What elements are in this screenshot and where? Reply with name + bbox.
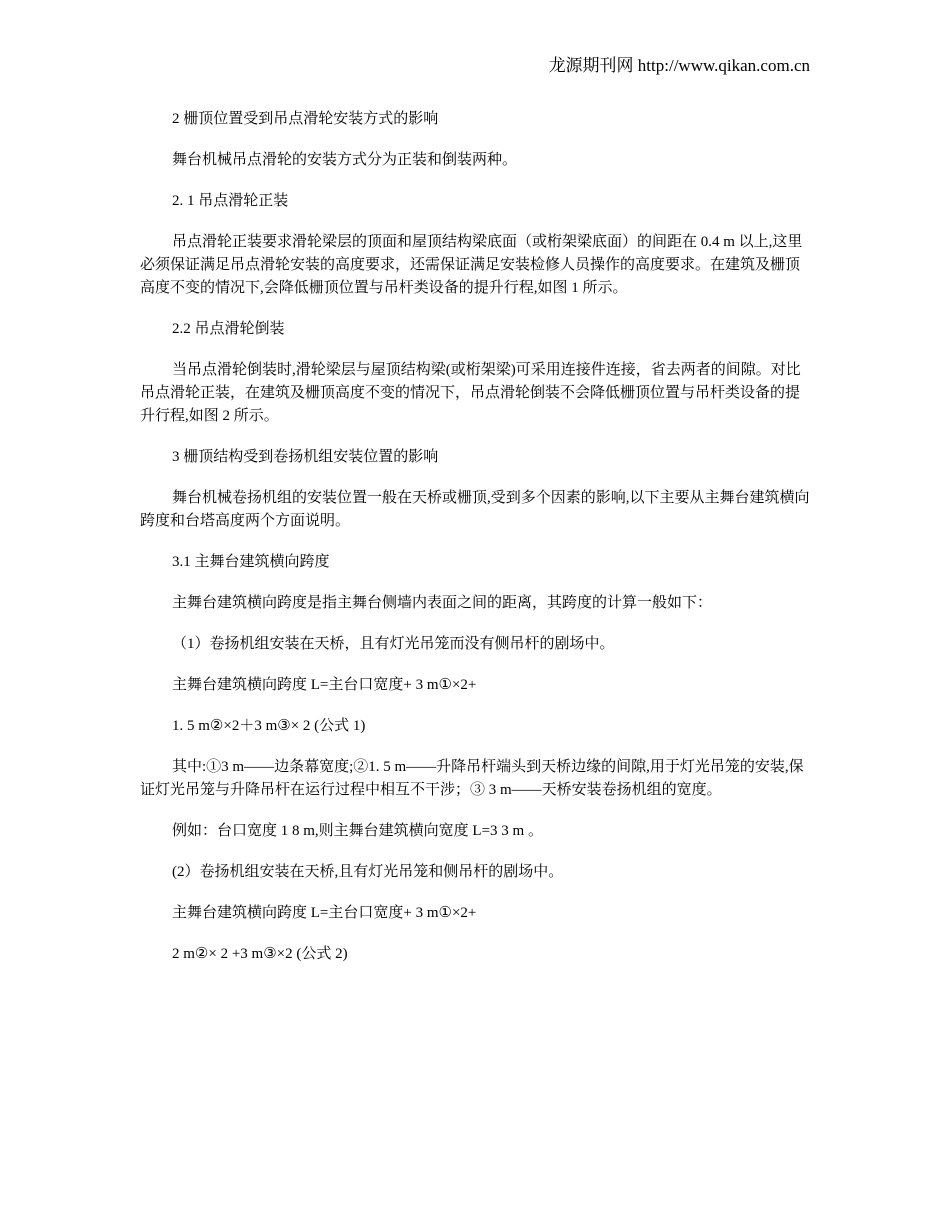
paragraph: 舞台机械吊点滑轮的安装方式分为正装和倒装两种。	[172, 152, 518, 168]
subsection-heading: 2. 1 吊点滑轮正装	[172, 193, 289, 209]
list-item: （1）卷扬机组安装在天桥，且有灯光吊笼而没有侧吊杆的剧场中。	[172, 636, 615, 652]
formula-line: 主舞台建筑横向跨度 L=主台口宽度+ 3 m①×2+	[172, 905, 477, 921]
list-item: (2）卷扬机组安装在天桥,且有灯光吊笼和侧吊杆的剧场中。	[172, 864, 564, 880]
paragraph: 其中:①3 m——边条幕宽度;②1. 5 m——升降吊杆端头到天桥边缘的间隙,用于灯光吊笼的安装,保证灯光吊笼与升降吊杆在运行过程中相互不干涉；③ 3 m——天桥安装卷扬机组的宽度。	[140, 759, 804, 798]
paragraph: 主舞台建筑横向跨度是指主舞台侧墙内表面之间的距离，其跨度的计算一般如下：	[172, 595, 713, 611]
formula-line: 1. 5 m②×2＋3 m③× 2 (公式 1)	[172, 718, 366, 734]
section-heading: 3 栅顶结构受到卷扬机组安装位置的影响	[172, 449, 439, 465]
paragraph: 吊点滑轮正装要求滑轮梁层的顶面和屋顶结构梁底面（或桁架梁底面）的间距在 0.4 m 以上,这里必须保证满足吊点滑轮安装的高度要求，还需保证满足安装检修人员操作的高度要求。在建筑及栅顶高度不变的情况下,会降低栅顶位置与吊杆类设备的提升行程,如图 1 所示。	[140, 234, 803, 296]
section-heading: 2 栅顶位置受到吊点滑轮安装方式的影响	[172, 111, 439, 127]
document-body	[140, 108, 812, 984]
example-line: 例如：台口宽度 1 8 m,则主舞台建筑横向宽度 L=3 3 m 。	[172, 823, 543, 839]
paragraph: 舞台机械卷扬机组的安装位置一般在天桥或栅顶,受到多个因素的影响,以下主要从主舞台建筑横向跨度和台塔高度两个方面说明。	[140, 490, 810, 529]
formula-line: 2 m②× 2 +3 m③×2 (公式 2)	[172, 946, 348, 962]
page-header: 龙源期刊网 http://www.qikan.com.cn	[548, 56, 810, 75]
formula-line: 主舞台建筑横向跨度 L=主台口宽度+ 3 m①×2+	[172, 677, 477, 693]
subsection-heading: 3.1 主舞台建筑横向跨度	[172, 554, 330, 570]
paragraph: 当吊点滑轮倒装时,滑轮梁层与屋顶结构梁(或桁架梁)可采用连接件连接，省去两者的间隙。对比吊点滑轮正装，在建筑及栅顶高度不变的情况下，吊点滑轮倒装不会降低栅顶位置与吊杆类设备的提升行程,如图 2 所示。	[140, 362, 801, 424]
subsection-heading: 2.2 吊点滑轮倒装	[172, 321, 285, 337]
